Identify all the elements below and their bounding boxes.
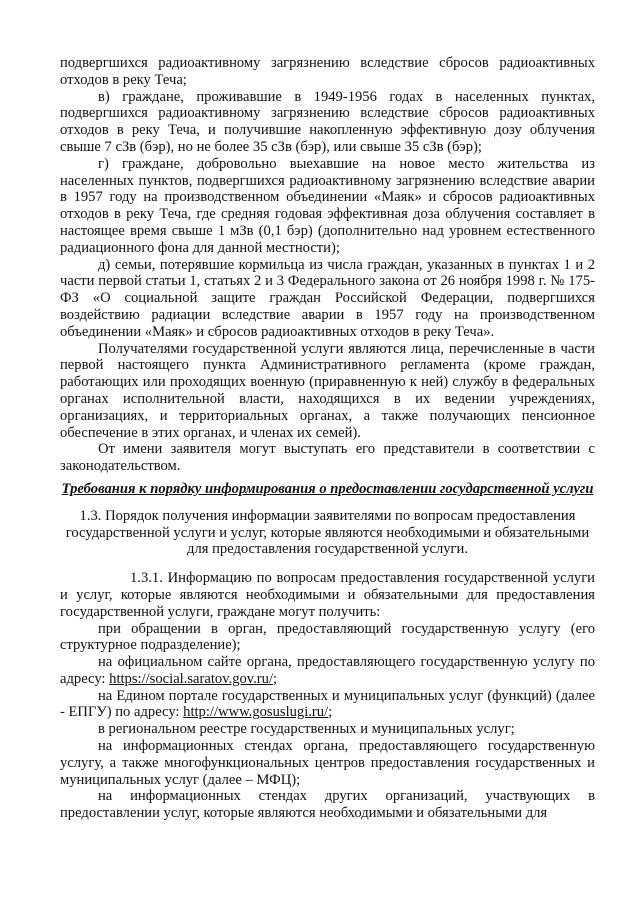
section-heading: Требования к порядку информирования о предоставлении государственной услуги	[61, 480, 594, 497]
source-item-other-stands: на информационных стендах других организаций, участвующих в предоставлении услуг, которые являются необходимыми и обязательными для	[60, 788, 595, 822]
representatives-paragraph: От имени заявителя могут выступать его представители в соответствии с законодательством.	[60, 441, 595, 475]
source-item-epgu	[60, 688, 595, 722]
paragraph-continuation: подвергшихся радиоактивному загрязнению вследствие сбросов радиоактивных отходов в реку Теча;	[60, 55, 595, 88]
list-item-d: д) семьи, потерявшие кормильца из числа граждан, указанных в пунктах 1 и 2 части первой статьи 1, статьях 2 и 3 Федерального закона от 26 ноября 1998 г. № 175-ФЗ «О социальной защите граждан Российской Федерации, подвергшихся воздействию радиации вследствие аварии в 1957 году на производственном объединении «Маяк» и сбросов радиоактивных отходов в реку Теча».	[60, 256, 595, 340]
source-item-epgu-text: на Едином портале государственных и муниципальных услуг (функций) (далее - ЕПГУ) по адресу:	[60, 687, 595, 721]
source-item-registry: в региональном реестре государственных и муниципальных услуг;	[98, 721, 515, 738]
source-item-epgu-tail: ;	[328, 704, 333, 721]
source-item-office: при обращении в орган, предоставляющий государственную услугу (его структурное подразделение);	[60, 620, 595, 654]
source-item-stands: на информационных стендах органа, предоставляющего государственную услугу, а также многофункциональных центров предоставления государственных и муниципальных услуг (далее – МФЦ);	[60, 738, 595, 788]
clause-1-3-1: 1.3.1. Информацию по вопросам предоставления государственной услуги и услуг, которые являются необходимыми и обязательными для предоставления государственной услуги, граждане могут получить:	[60, 570, 595, 620]
recipients-paragraph: Получателями государственной услуги являются лица, перечисленные в части первой настоящего пункта Административного регламента (кроме граждан, работающих или проходящих военную (приравненную к ней) службу в федеральных органах исполнительной власти, находящихся в их ведении учреждениях, организациях, и территориальных органах, а также получающих пенсионное обеспечение в этих органах, и членах их семей).	[60, 340, 595, 441]
source-item-website	[60, 654, 595, 688]
social-saratov-link[interactable]: https://social.saratov.gov.ru/	[109, 670, 274, 687]
list-item-g: г) граждане, добровольно выехавшие на новое место жительства из населенных пунктов, подвергшихся радиоактивному загрязнению вследствие аварии в 1957 году на производственном объединении «Маяк» и сбросов радиоактивных отходов в реку Теча, где средняя годовая эффективная доза облучения составляет в настоящее время свыше 1 мЗв (0,1 бэр) (дополнительно над уровнем естественного радиационного фона для данной местности);	[60, 155, 595, 256]
list-item-v: в) граждане, проживавшие в 1949-1956 годах в населенных пунктах, подвергшихся радиоактивному загрязнению вследствие сбросов радиоактивных отходов в реку Теча, и получившие накопленную эффективную дозу облучения свыше 7 сЗв (бэр), но не более 35 сЗв (бэр), или свыше 35 сЗв (бэр);	[60, 88, 595, 155]
gosuslugi-link[interactable]: http://www.gosuslugi.ru/	[183, 704, 329, 721]
source-item-website-text: на официальном сайте органа, предоставляющего государственную услугу по адресу:	[60, 654, 595, 687]
document-page	[60, 55, 595, 822]
source-item-website-tail: ;	[273, 670, 278, 687]
section-subheading: 1.3. Порядок получения информации заявителями по вопросам предоставления государственной услуги и услуг, которые являются необходимыми и обязательными для предоставления государственной услуги.	[65, 507, 590, 558]
